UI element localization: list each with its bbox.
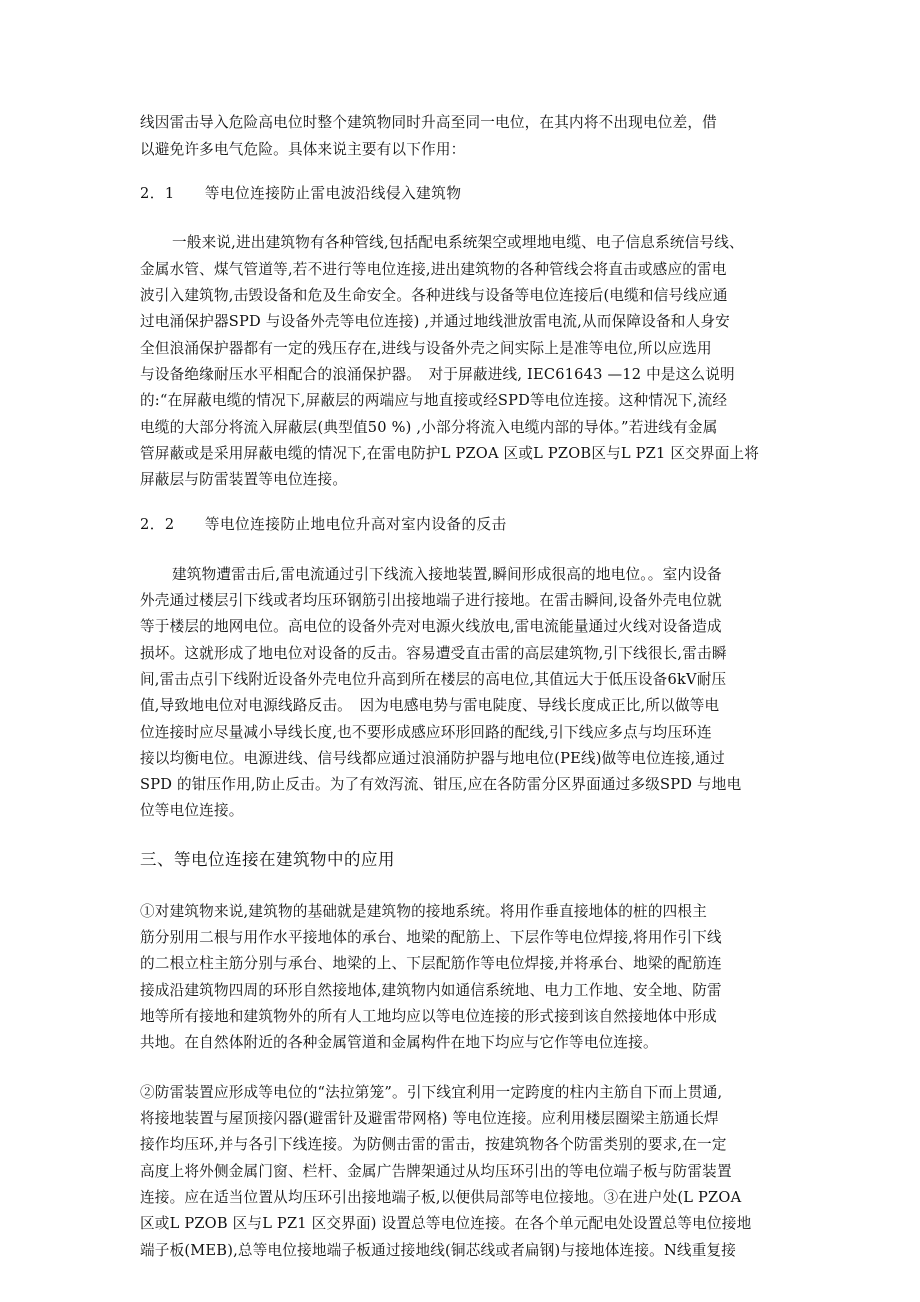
body-text-line: 高度上将外侧金属门窗、栏杆、金属广告牌架通过从均压环引出的等电位端子板与防雷装置 (140, 1163, 732, 1180)
body-text-line: 屏蔽层与防雷装置等电位连接。 (140, 471, 348, 488)
body-text-line: 电缆的大部分将流入屏蔽层(典型值50 %) ,小部分将流入电缆内部的导体。”若进线有金属 (140, 419, 718, 436)
body-text-line: 筋分别用二根与用作水平接地体的承台、地梁的配筋上、下层作等电位焊接,将用作引下线 (140, 929, 722, 946)
body-text-line: ①对建筑物来说,建筑物的基础就是建筑物的接地系统。将用作垂直接地体的桩的四根主 (140, 903, 708, 920)
body-text-line: 线因雷击导入危险高电位时整个建筑物同时升高至同一电位，在其内将不出现电位差，借 (140, 114, 717, 131)
body-text-line: 的:“在屏蔽电缆的情况下,屏蔽层的两端应与地直接或经SPD等电位连接。这种情况下,流经 (140, 392, 728, 409)
section-heading-2-1: 2．1 等电位连接防止雷电波沿线侵入建筑物 (140, 185, 462, 202)
body-text-line: 以避免许多电气危险。具体来说主要有以下作用： (140, 141, 466, 158)
body-text-line: 波引入建筑物,击毁设备和危及生命安全。各种进线与设备等电位连接后(电缆和信号线应通 (140, 287, 728, 304)
body-text-line: 端子板(MEB),总等电位接地端子板通过接地线(铜芯线或者扁钢)与接地体连接。N线重复接 (140, 1242, 737, 1259)
body-text-line: 一般来说,进出建筑物有各种管线,包括配电系统架空或埋地电缆、电子信息系统信号线、 (172, 234, 744, 251)
body-text-line: 接作均压环,并与各引下线连接。为防侧击雷的雷击，按建筑物各个防雷类别的要求,在一定 (140, 1136, 727, 1153)
body-text-line: 外壳通过楼层引下线或者均压环钢筋引出接地端子进行接地。在雷击瞬间,设备外壳电位就 (140, 592, 722, 609)
body-text-line: 连接。应在适当位置从均压环引出接地端子板,以便供局部等电位接地。③在进户处(L PZOA (140, 1189, 742, 1206)
body-text-line: 值,导致地电位对电源线路反击。 因为电感电势与雷电陡度、导线长度成正比,所以做等电 (140, 697, 720, 714)
body-text-line: 位等电位连接。 (140, 802, 244, 819)
body-text-line: 共地。在自然体附近的各种金属管道和金属构件在地下均应与它作等电位连接。 (140, 1034, 658, 1051)
body-text-line: 位连接时应尽量减小导线长度,也不要形成感应环形回路的配线,引下线应多点与均压环连 (140, 724, 712, 741)
body-text-line: ②防雷装置应形成等电位的“法拉第笼”。引下线宜利用一定跨度的柱内主筋自下而上贯通, (140, 1084, 723, 1101)
body-text-line: SPD 的钳压作用,防止反击。为了有效泻流、钳压,应在各防雷分区界面通过多级SPD 与地电 (140, 776, 742, 793)
body-text-line: 与设备绝缘耐压水平相配合的浪涌保护器。 对于屏蔽进线, IEC61643 —12 中是这么说明 (140, 366, 735, 383)
body-text-line: 过电涌保护器SPD 与设备外壳等电位连接) ,并通过地线泄放雷电流,从而保障设备和人身安 (140, 313, 730, 330)
section-heading-3: 三、等电位连接在建筑物中的应用 (140, 850, 395, 869)
body-text-line: 接以均衡电位。电源进线、信号线都应通过浪涌防护器与地电位(PE线)做等电位连接,通过 (140, 750, 725, 767)
body-text-line: 的二根立柱主筋分别与承台、地梁的上、下层配筋作等电位焊接,并将承台、地梁的配筋连 (140, 955, 722, 972)
body-text-line: 将接地装置与屋顶接闪器(避雷针及避雷带网格) 等电位连接。应利用楼层圈梁主筋通长焊 (140, 1110, 719, 1127)
body-text-line: 地等所有接地和建筑物外的所有人工地均应以等电位连接的形式接到该自然接地体中形成 (140, 1008, 717, 1025)
body-text-line: 管屏蔽或是采用屏蔽电缆的情况下,在雷电防护L PZOA 区或L PZOB区与L PZ1 区交界面上将 (140, 445, 760, 462)
body-text-line: 等于楼层的地网电位。高电位的设备外壳对电源火线放电,雷电流能量通过火线对设备造成 (140, 618, 722, 635)
body-text-line: 间,雷击点引下线附近设备外壳电位升高到所在楼层的高电位,其值远大于低压设备6kV耐压 (140, 671, 727, 688)
body-text-line: 接成沿建筑物四周的环形自然接地体,建筑物内如通信系统地、电力工作地、安全地、防雷 (140, 982, 722, 999)
body-text-line: 全但浪涌保护器都有一定的残压存在,进线与设备外壳之间实际上是准等电位,所以应选用 (140, 340, 712, 357)
body-text-line: 区或L PZOB 区与L PZ1 区交界面) 设置总等电位连接。在各个单元配电处设置总等电位接地 (140, 1215, 752, 1232)
body-text-line: 损坏。这就形成了地电位对设备的反击。容易遭受直击雷的高层建筑物,引下线很长,雷击瞬 (140, 645, 727, 662)
body-text-line: 金属水管、煤气管道等,若不进行等电位连接,进出建筑物的各种管线会将直击或感应的雷电 (140, 261, 727, 278)
section-heading-2-2: 2．2 等电位连接防止地电位升高对室内设备的反击 (140, 516, 507, 533)
body-text-line: 建筑物遭雷击后,雷电流通过引下线流入接地装置,瞬间形成很高的地电位。。室内设备 (172, 566, 722, 583)
